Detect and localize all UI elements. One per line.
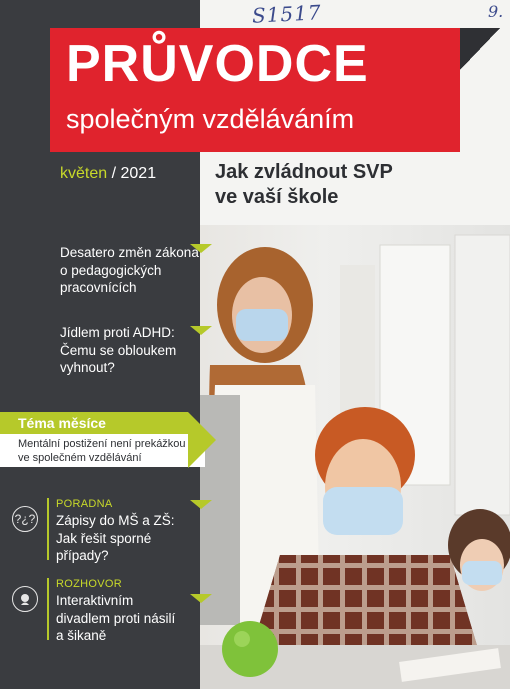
section-item-rozhovor[interactable]	[56, 592, 175, 645]
handwritten-corner-note: 9.	[488, 2, 504, 21]
cover-photo	[200, 225, 510, 689]
issue-year: 2021	[120, 165, 157, 182]
magazine-subtitle: společným vzděláváním	[66, 104, 355, 134]
toc-item-1-line-1: Desatero změn zákona	[60, 245, 199, 260]
section-item-poradna[interactable]	[56, 512, 175, 565]
section-label-poradna: PORADNA	[56, 498, 113, 510]
toc-marker-1	[190, 244, 212, 253]
masthead-tail	[460, 28, 500, 70]
issue-separator: /	[111, 165, 117, 182]
poradna-line-2: Jak řešit sporné	[56, 530, 152, 546]
rozhovor-line-3: a šikaně	[56, 628, 107, 644]
poradna-line-1: Zápisy do MŠ a ZŠ:	[56, 513, 175, 528]
classroom-photo-illustration	[200, 225, 510, 689]
question-marks-icon: ?¿?	[12, 506, 38, 532]
headline-line-2: ve vaší škole	[215, 186, 339, 208]
person-head-glyph	[18, 592, 32, 606]
toc-item-2-line-1: Jídlem proti ADHD:	[60, 325, 175, 340]
toc-item-2-line-3: vyhnout?	[60, 360, 115, 376]
section-marker-2	[190, 594, 212, 603]
rozhovor-line-2: divadlem proti násilí	[56, 610, 176, 626]
section-divider-1	[47, 498, 49, 560]
section-divider-2	[47, 578, 49, 640]
issue-date	[60, 165, 156, 183]
headline-line-1: Jak zvládnout SVP	[215, 161, 393, 183]
theme-body-line-2: ve společném vzdělávání	[18, 452, 142, 465]
person-head-icon	[12, 586, 38, 612]
cover-headline	[215, 160, 495, 210]
toc-marker-2	[190, 326, 212, 335]
theme-of-month-label: Téma měsíce	[0, 412, 188, 434]
theme-of-month-body[interactable]	[0, 434, 205, 467]
section-marker-1	[190, 500, 212, 509]
magazine-title: PRŮVODCE	[66, 35, 369, 93]
rozhovor-line-1: Interaktivním	[56, 593, 134, 608]
toc-item-1-line-3: pracovnících	[60, 280, 137, 296]
toc-item-1[interactable]	[60, 244, 199, 297]
section-label-rozhovor: ROZHOVOR	[56, 578, 122, 590]
poradna-line-3: případy?	[56, 548, 109, 564]
toc-item-2-line-2: Čemu se obloukem	[60, 342, 177, 358]
theme-arrow	[188, 412, 216, 468]
theme-body-line-1: Mentální postižení není prekážkou	[18, 438, 186, 450]
issue-month: květen	[60, 165, 108, 182]
toc-item-1-line-2: o pedagogických	[60, 262, 162, 278]
handwritten-note: S1517	[251, 0, 323, 28]
toc-item-2[interactable]	[60, 324, 176, 377]
